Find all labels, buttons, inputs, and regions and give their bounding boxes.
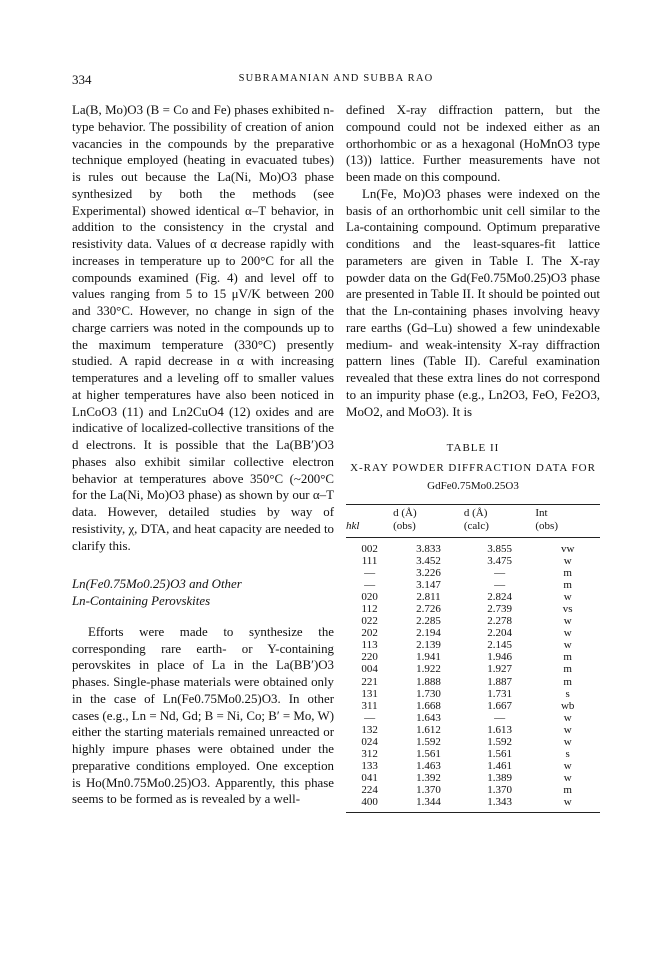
table-cell: 112 — [361, 602, 378, 615]
table-cell: 1.561 — [487, 748, 512, 761]
table-cell: w — [563, 639, 572, 652]
table-row — [346, 579, 600, 591]
table-row — [346, 712, 600, 724]
table-cell: 400 — [361, 796, 378, 809]
table-cell: 2.726 — [416, 602, 441, 615]
table-cell: — — [494, 711, 506, 724]
table-cell: 1.461 — [487, 760, 512, 773]
table-row — [346, 567, 600, 579]
table-cell: 220 — [361, 651, 378, 664]
table-cell: 2.824 — [487, 590, 512, 603]
table-cell: m — [563, 675, 572, 688]
column-header: d (Å) (calc) — [463, 506, 489, 532]
table-cell: 1.922 — [416, 663, 441, 676]
table-cell: 2.811 — [416, 590, 441, 603]
table-cell: 1.887 — [487, 675, 512, 688]
table-cell: 1.731 — [487, 687, 512, 700]
table-cell: 202 — [361, 627, 378, 640]
table-cell: — — [494, 566, 506, 579]
table-row — [346, 537, 600, 555]
table-cell: w — [563, 554, 572, 567]
table-title: TABLE II — [446, 442, 500, 455]
table-row — [346, 555, 600, 567]
table-cell: vs — [562, 602, 573, 615]
table-cell: w — [563, 760, 572, 773]
table-cell: 113 — [361, 639, 378, 652]
table-cell: m — [563, 651, 572, 664]
table-cell: 221 — [361, 675, 378, 688]
table-cell: 1.946 — [487, 651, 512, 664]
table-cell: 1.344 — [416, 796, 441, 809]
table-cell: m — [563, 784, 572, 797]
table-cell: 1.730 — [416, 687, 441, 700]
table-cell: 1.561 — [416, 748, 441, 761]
table-cell: 1.643 — [416, 711, 441, 724]
table-cell: 020 — [361, 590, 378, 603]
table-row — [346, 603, 600, 615]
running-title: SUBRAMANIAN AND SUBBA RAO — [238, 73, 434, 84]
table-cell: 311 — [361, 699, 378, 712]
table-row — [346, 700, 600, 712]
table-cell: 2.278 — [487, 615, 512, 628]
table-cell: 022 — [361, 615, 378, 628]
body-paragraph: La(B, Mo)O3 (B = Co and Fe) phases exhibited n-type behavior. The possibility of creation of anion vacancies in the compounds by the preparative technique employed (heating in evacuated tubes) is rules out because the La(Ni, Mo)O3 phase synthesized by both the methods (see Experimental) showed identical α–T behavior, in addition to the consistency in the crystal and resistivity data. Values of α decrease rapidly with increases in temperature up to 200°C for all the compounds examined (Fig. 4) and level off to values ranging from 5 to 15 μV/K between 200 and 330°C. However, no change in sign of the charge carriers was noted in the compounds up to the maximum temperature (330°C) presently studied. A rapid decrease in α with increasing temperatures and a leveling off to smaller values at higher temperatures have also been noticed in LnCoO3 (11) and Ln2CuO4 (12) oxides and are indicative of localized-collective transitions of the d electrons. It is possible that the La(BB′)O3 phases also exhibit similar collective electron behavior at temperatures above 350°C (~200°C for the La(Ni, Mo)O3 phase) as shown by our α–T data. However, detailed studies by way of resistivity, χ, DTA, and heat capacity are needed to clarify this. — [72, 103, 334, 553]
body-paragraph: Efforts were made to synthesize the corresponding rare earth- or Y-containing perovskites in place of La in the La(BB′)O3 phases. Single-phase materials were obtained only in the case of Ln(Fe0.75Mo0.25)O3. In other cases (e.g., Ln = Nd, Gd; B = Ni, Co; B′ = Mo, W) either the starting materials remained unreacted or highly impure phases were obtained under the preparative conditions employed. One exception is Ho(Mn0.75Mo0.25)O3. Apparently, this phase seems to be formed as is revealed by a well- — [72, 624, 334, 807]
table-cell: 1.370 — [416, 784, 441, 797]
column-header: d (Å) (obs) — [393, 506, 417, 532]
table-cell: w — [563, 627, 572, 640]
table-cell: 312 — [361, 748, 378, 761]
table-cell: w — [563, 615, 572, 628]
table-cell: 1.389 — [487, 772, 512, 785]
table-cell: 024 — [361, 736, 378, 748]
table-cell: — — [364, 578, 376, 591]
table-cell: m — [563, 663, 572, 676]
table-cell: 2.285 — [416, 615, 441, 628]
table-cell: 3.226 — [416, 566, 441, 579]
table-row — [346, 615, 600, 627]
table-cell: wb — [560, 699, 575, 712]
table-cell: vw — [560, 542, 575, 555]
page-header — [0, 72, 672, 92]
table-cell: s — [565, 748, 570, 761]
table-cell: 1.941 — [416, 651, 441, 664]
table-cell: — — [364, 566, 376, 579]
table-cell: 133 — [361, 760, 378, 773]
table-row — [346, 639, 600, 651]
table-cell: w — [563, 772, 572, 785]
table-formula: GdFe0.75Mo0.25O3 — [427, 479, 519, 492]
table-cell: 3.833 — [416, 542, 441, 555]
diffraction-table — [346, 504, 600, 813]
table-cell: 1.463 — [416, 760, 441, 773]
table-cell: 004 — [361, 663, 378, 676]
section-heading-line-1: Ln(Fe0.75Mo0.25)O3 and Other — [72, 577, 242, 592]
table-cell: 041 — [361, 772, 378, 785]
table-cell: 1.888 — [416, 675, 441, 688]
table-cell: 224 — [361, 784, 378, 797]
section-heading-line-2: Ln-Containing Perovskites — [72, 594, 211, 608]
table-row — [346, 736, 600, 748]
table-cell: 3.147 — [416, 578, 441, 591]
body-paragraph: defined X-ray diffraction pattern, but the compound could not be indexed either as an orthorhombic or as a hexagonal (HoMnO3 type (13)) lattice. Further measurements have not been made on this compound. — [346, 103, 600, 184]
table-row — [346, 627, 600, 639]
table-cell: w — [563, 711, 572, 724]
table-cell: 002 — [361, 542, 378, 555]
table-cell: 1.592 — [416, 736, 441, 748]
table-row — [346, 772, 600, 784]
table-cell: 1.343 — [487, 796, 512, 809]
table-row — [346, 796, 600, 812]
table-row — [346, 748, 600, 760]
table-cell: m — [563, 578, 572, 591]
table-cell: 132 — [361, 723, 378, 736]
table-cell: — — [494, 578, 506, 591]
table-cell: m — [563, 566, 572, 579]
table-row — [346, 760, 600, 772]
table-cell: 1.927 — [487, 663, 512, 676]
table-cell: 3.452 — [416, 554, 441, 567]
right-column — [346, 102, 600, 813]
table-cell: 131 — [361, 687, 378, 700]
table-cell: 1.667 — [487, 699, 512, 712]
page-number: 334 — [72, 72, 92, 87]
table-row — [346, 651, 600, 663]
table-cell: 3.475 — [487, 554, 512, 567]
left-column — [72, 102, 334, 808]
table-cell: 1.370 — [487, 784, 512, 797]
table-cell: w — [563, 590, 572, 603]
table-cell: — — [364, 711, 376, 724]
table-row — [346, 663, 600, 675]
table-cell: w — [563, 723, 572, 736]
table-cell: 2.194 — [416, 627, 441, 640]
table-row — [346, 688, 600, 700]
table-row — [346, 724, 600, 736]
column-header: hkl — [346, 519, 360, 532]
table-cell: 1.668 — [416, 699, 441, 712]
table-ii — [346, 440, 600, 812]
table-cell: 1.613 — [487, 723, 512, 736]
table-row — [346, 591, 600, 603]
table-cell: 2.204 — [487, 627, 512, 640]
table-cell: w — [563, 796, 572, 809]
table-cell: 1.592 — [487, 736, 512, 748]
table-row — [346, 784, 600, 796]
table-cell: 2.145 — [487, 639, 512, 652]
body-paragraph: Ln(Fe, Mo)O3 phases were indexed on the basis of an orthorhombic unit cell similar to the La-containing compound. Optimum preparative conditions and the least-squares-fit lattice parameters are given in Table I. The X-ray powder data on the Gd(Fe0.75Mo0.25)O3 phase are presented in Table II. It should be pointed out that the Ln-containing phases involving heavy rare earths (Gd–Lu) showed a few unindexable medium- and weak-intensity X-ray diffraction pattern lines (Table II). Careful examination revealed that these extra lines do not correspond to an impurity phase (e.g., Ln2O3, FeO, Fe2O3, MoO2, and MoO3). It is — [346, 186, 600, 419]
table-cell: 3.855 — [487, 542, 512, 555]
table-row — [346, 676, 600, 688]
section-heading — [72, 576, 334, 610]
table-cell: s — [565, 687, 570, 700]
table-cell: 1.612 — [416, 723, 441, 736]
column-header: Int (obs) — [535, 506, 558, 532]
table-cell: 111 — [361, 554, 378, 567]
table-caption: X-RAY POWDER DIFFRACTION DATA FOR — [350, 462, 596, 474]
table-cell: 1.392 — [416, 772, 441, 785]
table-cell: w — [563, 736, 572, 748]
table-cell: 2.739 — [487, 602, 512, 615]
table-cell: 2.139 — [416, 639, 441, 652]
